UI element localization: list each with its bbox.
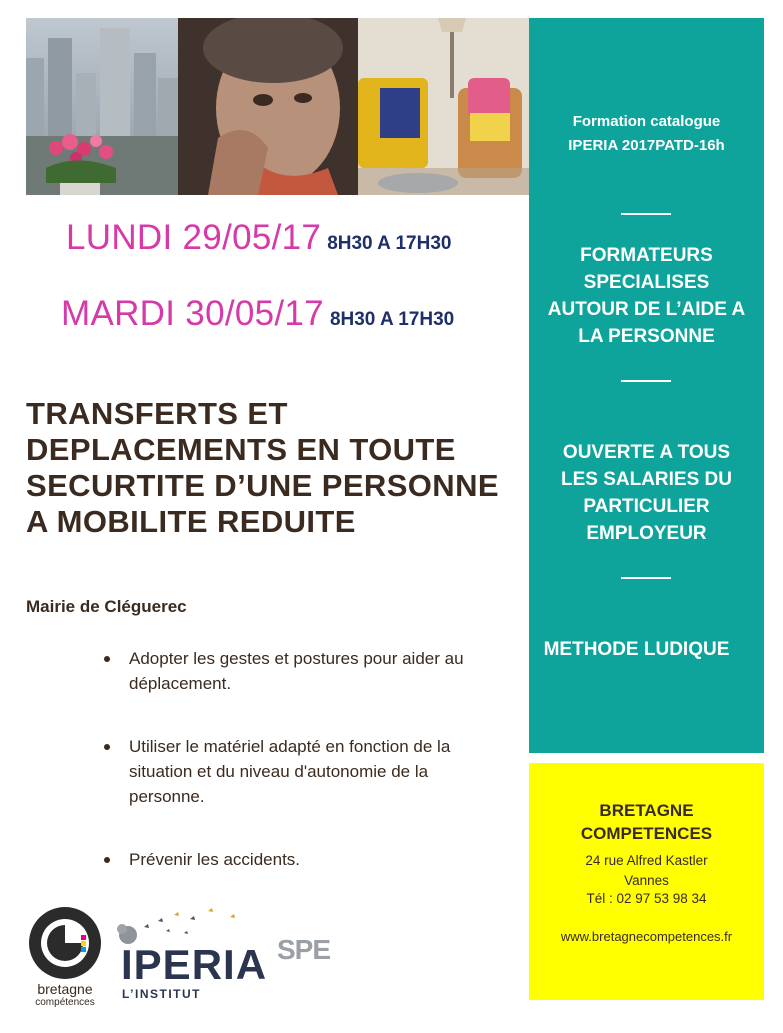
iperia-subtitle: L’INSTITUT: [122, 987, 201, 1001]
title-line: SECURTITE D’UNE PERSONNE: [26, 468, 499, 503]
iperia-wordmark: IPERIA: [121, 941, 268, 988]
list-item-line: Prévenir les accidents.: [129, 850, 301, 869]
catalogue-line: IPERIA 2017PATD-16h: [568, 137, 725, 154]
list-item-line: déplacement.: [129, 674, 232, 693]
trainers-info: [529, 242, 764, 350]
date-line-2: [61, 294, 454, 334]
list-item-line: Adopter les gestes et postures pour aider au: [129, 649, 464, 668]
contact-box: [529, 763, 764, 1000]
separator-line: [621, 380, 671, 382]
bretagne-logo-icon: [24, 905, 106, 981]
photo-city-window-flowers: [26, 18, 178, 195]
objectives-list: [104, 646, 504, 872]
training-location: Mairie de Cléguerec: [26, 597, 187, 616]
photo-elderly-woman: [178, 18, 358, 195]
bullet-dot-icon: [104, 656, 110, 662]
date-day: MARDI 30/05/17: [61, 294, 324, 333]
title-line: TRANSFERTS ET: [26, 396, 288, 431]
logo-text: bretagne: [37, 981, 93, 997]
list-item: [104, 847, 504, 872]
date-day: LUNDI 29/05/17: [66, 218, 322, 257]
trainers-line: AUTOUR DE L’AIDE A: [547, 299, 746, 320]
address-line: Vannes: [624, 873, 669, 888]
title-line: DEPLACEMENTS EN TOUTE: [26, 432, 456, 467]
date-line-1: [66, 218, 451, 258]
list-item: [104, 646, 504, 696]
list-item: [104, 734, 504, 809]
website-link[interactable]: www.bretagnecompetences.fr: [560, 929, 733, 944]
separator-line: [621, 213, 671, 215]
bullet-dot-icon: [104, 744, 110, 750]
audience-line: LES SALARIES DU: [560, 469, 733, 490]
list-item-line: Utiliser le matériel adapté en fonction de la: [129, 737, 451, 756]
catalogue-reference: [529, 110, 764, 158]
date-time: 8H30 A 17H30: [327, 233, 452, 254]
iperia-logo: [108, 905, 268, 1010]
list-item-line: situation et du niveau d'autonomie de la: [129, 762, 429, 781]
audience-line: EMPLOYEUR: [586, 523, 707, 544]
info-sidebar: [529, 18, 764, 753]
spe-logo: SPE: [277, 934, 331, 965]
method-info: METHODE LUDIQUE: [543, 639, 730, 660]
catalogue-line: Formation catalogue: [572, 113, 721, 130]
butterflies-icon: [108, 905, 268, 945]
bullet-dot-icon: [104, 857, 110, 863]
address-line: 24 rue Alfred Kastler: [585, 853, 708, 868]
trainers-line: LA PERSONNE: [578, 326, 715, 347]
phone-number: Tél : 02 97 53 98 34: [586, 891, 707, 906]
trainers-line: FORMATEURS: [580, 245, 713, 266]
training-title: [26, 396, 526, 540]
organization-line: BRETAGNE: [599, 801, 694, 820]
audience-info: [529, 439, 764, 547]
trainers-line: SPECIALISES: [583, 272, 710, 293]
address: [529, 851, 764, 891]
organization-line: COMPETENCES: [580, 824, 713, 843]
list-item-line: personne.: [129, 787, 205, 806]
organization-name: [529, 799, 764, 845]
photo-armchairs-room: [358, 18, 532, 195]
bretagne-competences-logo: [24, 905, 106, 1010]
title-line: A MOBILITE REDUITE: [26, 504, 356, 539]
audience-line: PARTICULIER: [583, 496, 710, 517]
audience-line: OUVERTE A TOUS: [562, 442, 731, 463]
date-time: 8H30 A 17H30: [329, 309, 455, 330]
logo-text: compétences: [35, 997, 95, 1008]
separator-line: [621, 577, 671, 579]
